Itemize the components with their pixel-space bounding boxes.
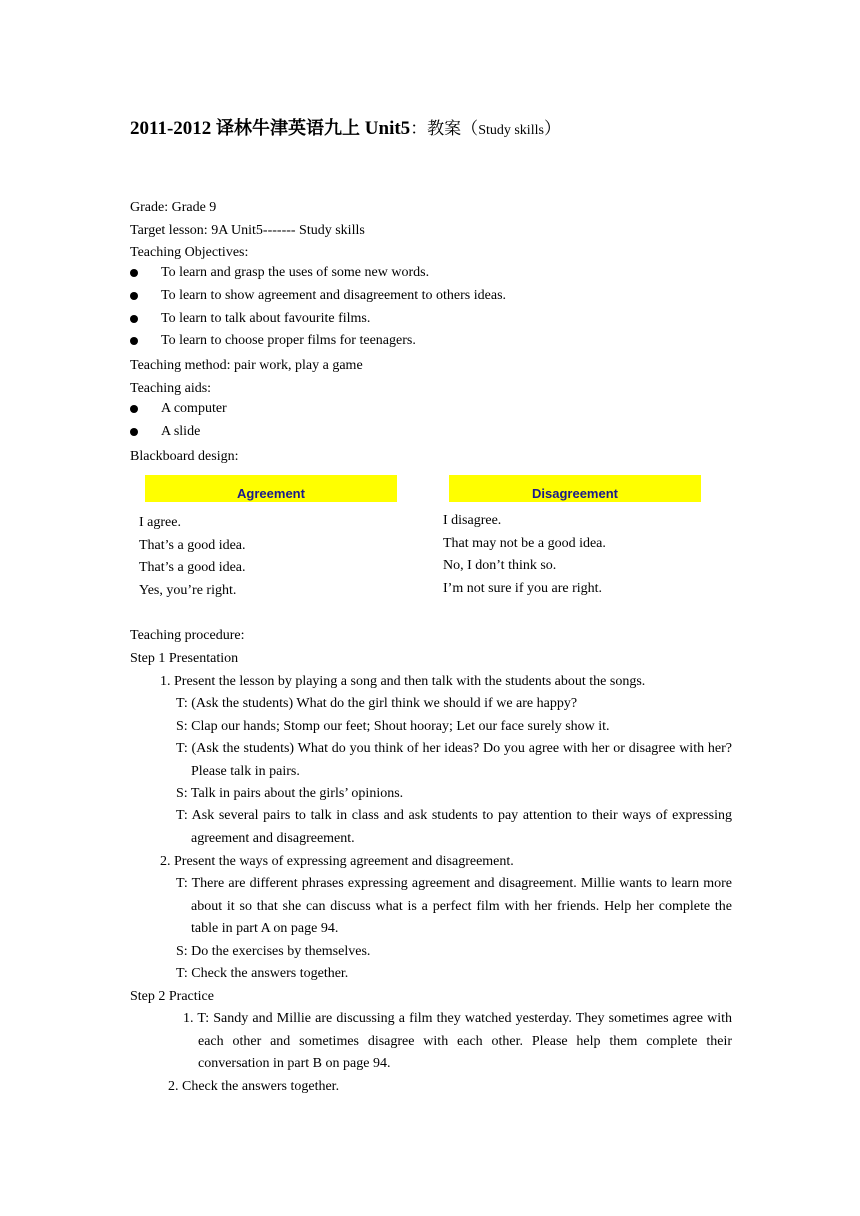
agreement-phrase: Yes, you’re right. [139,583,237,598]
title-year: 2011-2012 [130,118,212,139]
step2-item-1: 1. T: Sandy and Millie are discussing a film they watched yesterday. They sometimes agree with each other and sometimes disagree with each other. Please help them complete their conversation in part B on page 94. [183,1011,732,1071]
objectives-heading: Teaching Objectives: [130,245,249,260]
bullet-icon [130,292,138,300]
aids-heading: Teaching aids: [130,381,212,396]
disagreement-phrase: No, I don’t think so. [443,558,557,573]
step1-heading: Step 1 Presentation [130,651,239,666]
document-title [130,114,561,140]
step1-item-1d: S: Talk in pairs about the girls’ opinions. [176,786,404,801]
disagreement-phrase: I disagree. [443,513,502,528]
disagreement-label: Disagreement [532,486,618,501]
step1-item-1e: T: Ask several pairs to talk in class and ask students to pay attention to their ways of expressing agreement and disagreement. [176,808,732,846]
step1-item-2: 2. Present the ways of expressing agreement and disagreement. [160,854,514,869]
bullet-icon [130,428,138,436]
bullet-icon [130,269,138,277]
title-unit: Unit5 [364,118,411,139]
title-plan: ：教案（ [410,119,479,139]
step2-heading: Step 2 Practice [130,989,214,1004]
procedure-heading: Teaching procedure: [130,628,245,643]
agreement-label-box [145,475,397,502]
agreement-phrase: That’s a good idea. [139,560,246,575]
agreement-phrase: That’s a good idea. [139,538,246,553]
agreement-label: Agreement [237,486,305,501]
step1-item-1: 1. Present the lesson by playing a song and then talk with the students about the songs. [160,674,646,689]
agreement-phrase: I agree. [139,515,181,530]
document-page: 2011-2012 译林牛津英语九上 Unit5：教案（Study skills） Grade: Grade 9 Target lesson: 9A Unit5------- Study skills Teaching Objectives: To learn and grasp the uses of some new words. To learn to show agreement and disagreement to others ideas. To learn to talk about favourite films. To learn to choose proper films for teenagers. Teaching method: pair work, play a game Teaching aids: A computer A slide Blackboard design: Agreement Disagreement I agree. That’s a good idea. That’s a good idea. Yes, you’re right. I disagree. That may not be a good idea. No, I don’t think so. I’m not sure if you are right. Teaching procedure: Step 1 Presentation 1. Present the lesson by playing a song and then talk with the students about the songs. T: (Ask the students) What do the girl think we should if we are happy? S: Clap our hands; Stomp our feet; Shout hooray; Let our face surely show it. T: (Ask the students) What do you think of her ideas? Do you agree with her or disagree with her? Please talk in pairs. S: Talk in pairs about the girls’ opinions. T: Ask several pairs to talk in class and ask students to pay attention to their ways of expressing agreement and disagreement. 2. Present the ways of expressing agreement and disagreement. T: There are different phrases expressing agreement and disagreement. Millie wants to learn more about it so that she can discuss what is a perfect film with her friends. Help her complete the table in part A on page 94. S: Do the exercises by themselves. T: Check the answers together. Step 2 Practice 1. T: Sandy and Millie are discussing a film they watched yesterday. They sometimes agree with each other and sometimes disagree with each other. Please help them complete their conversation in part B on page 94. 2. Check the answers together. [0,0,860,1216]
disagreement-label-box [449,475,701,502]
step1-item-1a: T: (Ask the students) What do the girl think we should if we are happy? [176,696,578,711]
disagreement-phrase: I’m not sure if you are right. [443,581,603,596]
blackboard-heading: Blackboard design: [130,449,239,464]
method-line: Teaching method: pair work, play a game [130,358,363,373]
step1-item-1c: T: (Ask the students) What do you think of her ideas? Do you agree with her or disagree with her? Please talk in pairs. [176,741,732,779]
step1-item-1b: S: Clap our hands; Stomp our feet; Shout hooray; Let our face surely show it. [176,719,610,734]
step1-item-2a: T: There are different phrases expressing agreement and disagreement. Millie wants to learn more about it so that she can discuss what is a perfect film with her friends. Help her complete the table in part A on page 94. [176,876,732,936]
step1-item-2c: T: Check the answers together. [176,966,349,981]
bullet-icon [130,405,138,413]
step2-item-2: 2. Check the answers together. [168,1079,340,1094]
bullet-icon [130,315,138,323]
title-cn-name: 译林牛津英语九上 [216,118,361,139]
target-lesson-line: Target lesson: 9A Unit5------- Study skills [130,223,365,238]
title-topic: Study skills [478,123,544,138]
disagreement-phrase: That may not be a good idea. [443,536,606,551]
step1-item-2b: S: Do the exercises by themselves. [176,944,371,959]
bullet-icon [130,337,138,345]
grade-line: Grade: Grade 9 [130,200,217,215]
title-close: ） [543,119,561,139]
